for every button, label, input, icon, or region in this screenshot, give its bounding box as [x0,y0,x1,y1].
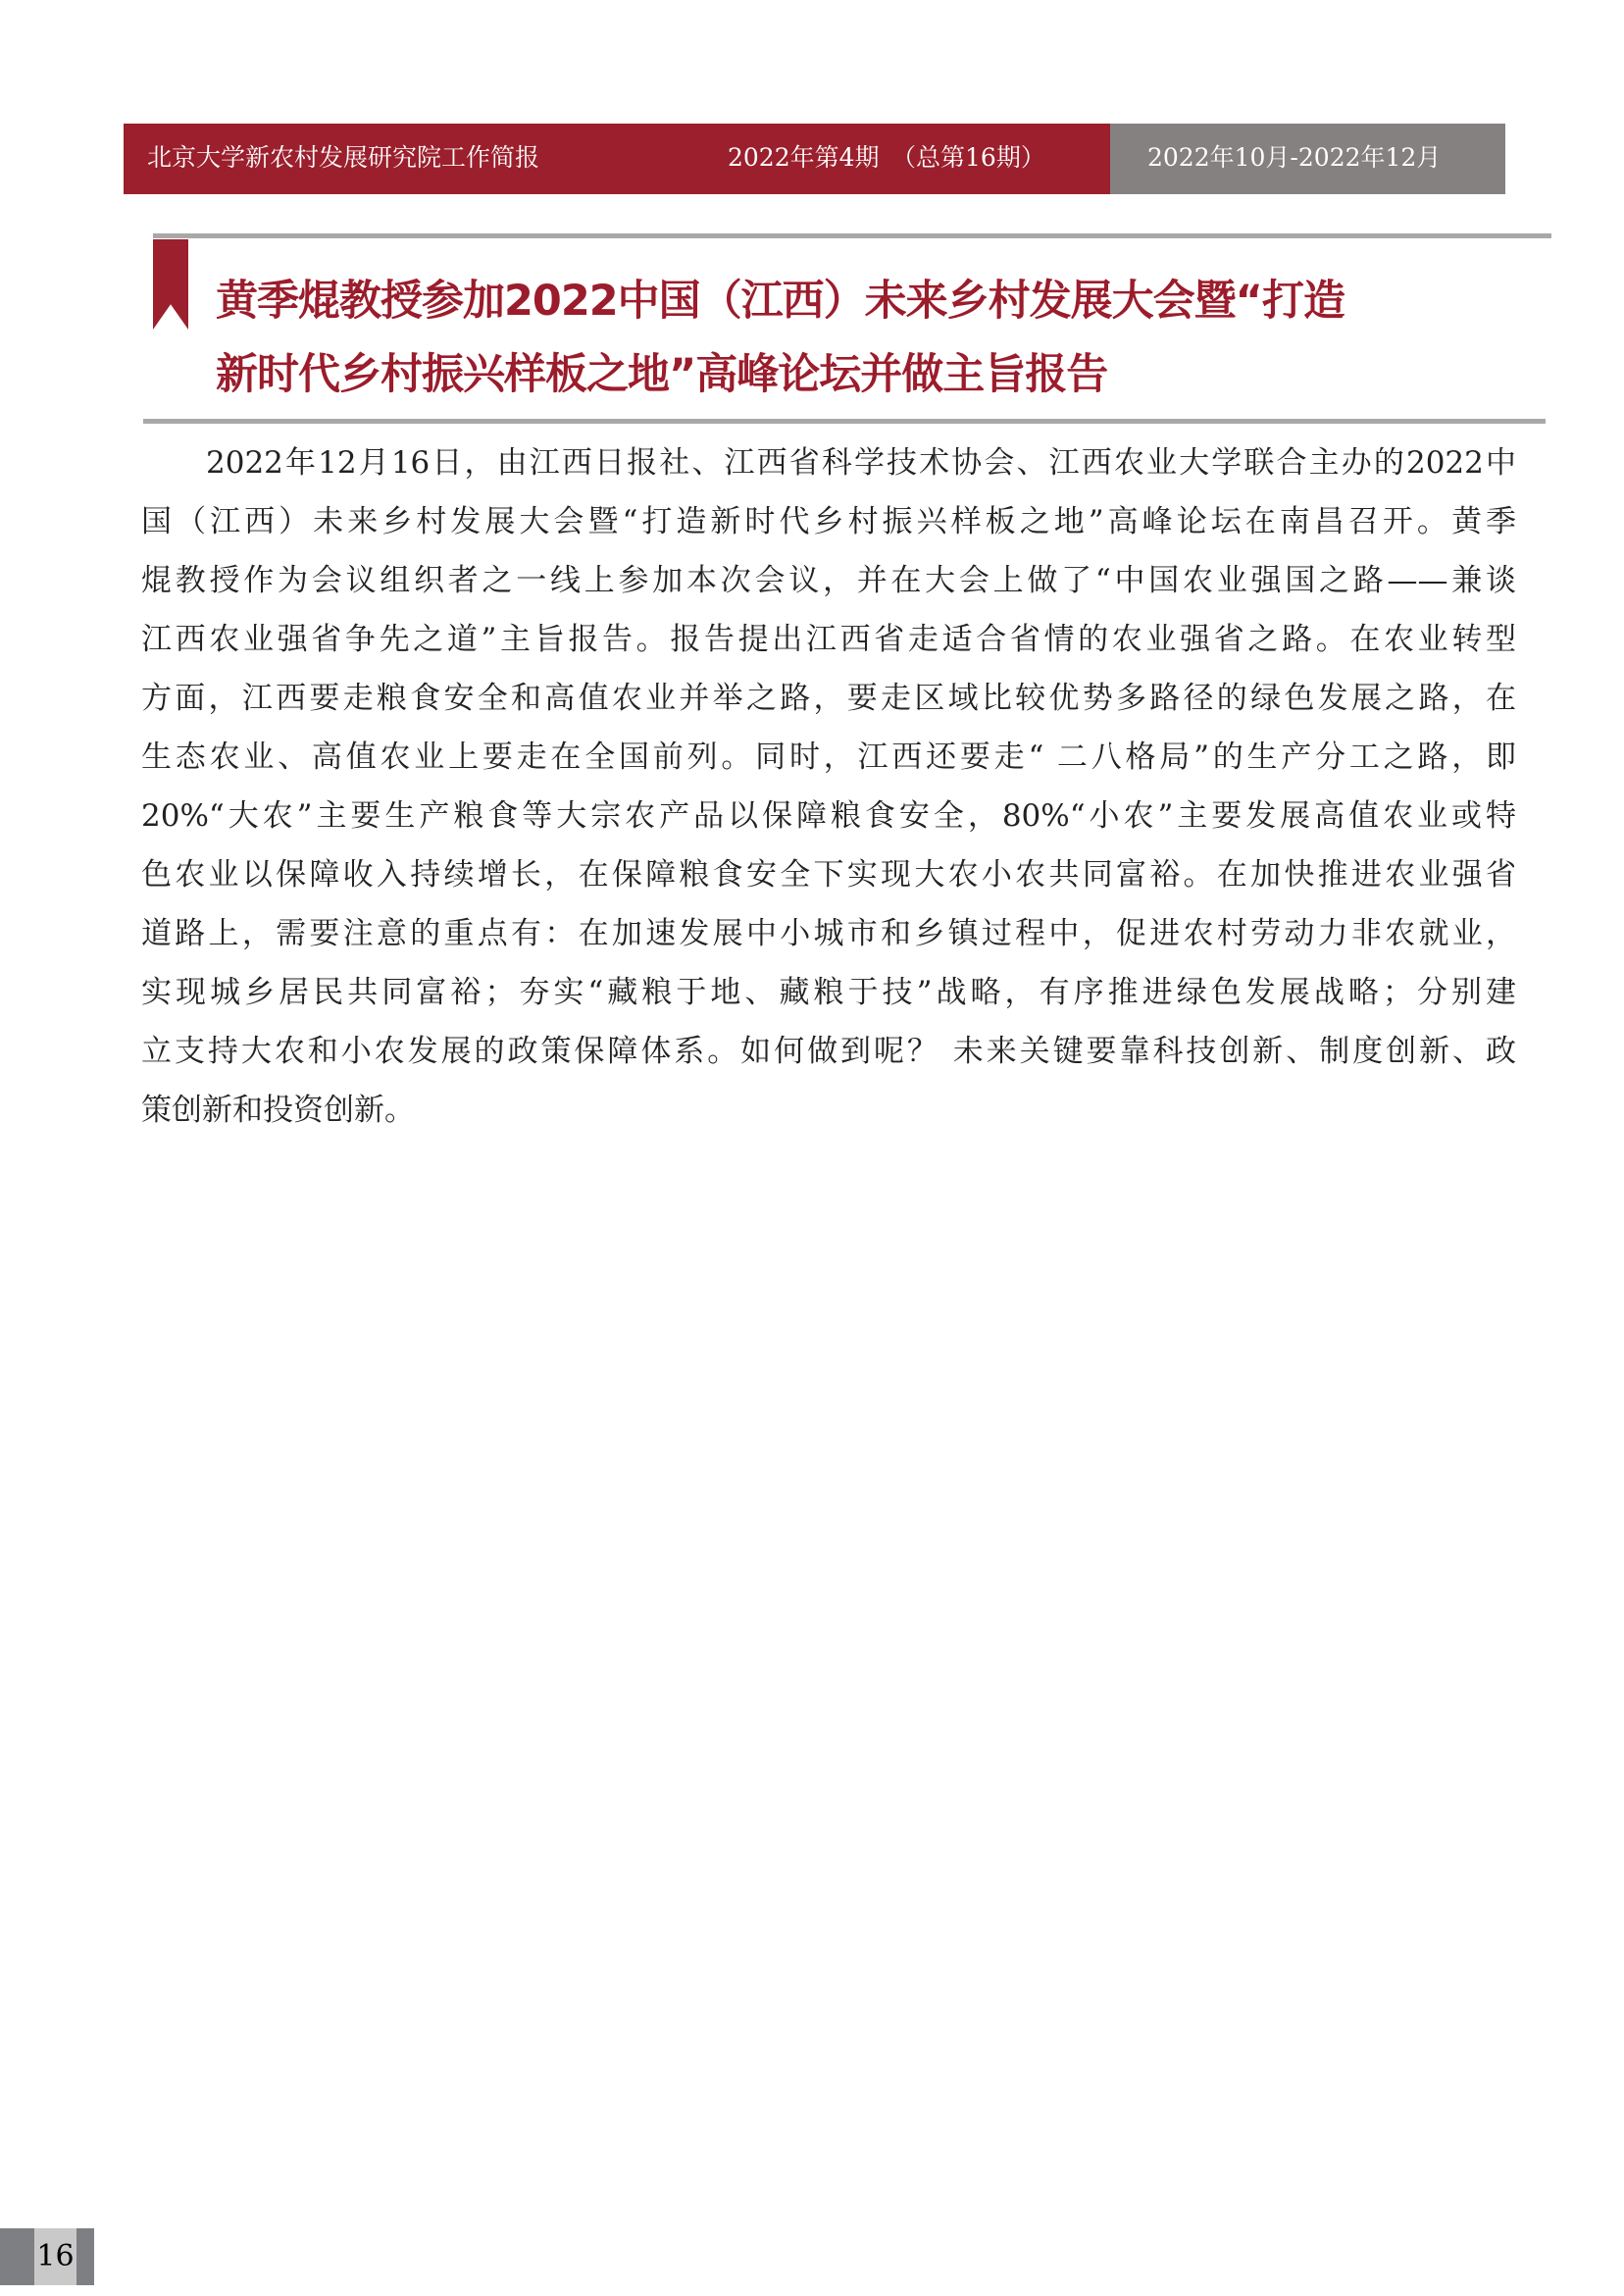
publication-name: 北京大学新农村发展研究院工作简报 [147,143,540,172]
body-line: 江西农业强省争先之道”主旨报告。报告提出江西省走适合省情的农业强省之路。在农业转型 [141,622,1516,657]
issue-period: 2022年10月-2022年12月 [1147,143,1442,172]
article-title-line-1: 黄季焜教授参加2022中国（江西）未来乡村发展大会暨“打造 [216,277,1345,326]
body-line: 20%“大农”主要生产粮食等大宗农产品以保障粮食安全，80%“小农”主要发展高值农业或特 [141,798,1516,834]
issue-number: 2022年第4期 （总第16期） [728,143,1045,172]
body-line: 焜教授作为会议组织者之一线上参加本次会议，并在大会上做了“中国农业强国之路——兼谈 [141,563,1516,598]
body-line: 道路上，需要注意的重点有：在加速发展中小城市和乡镇过程中，促进农村劳动力非农就业， [141,916,1516,951]
bookmark-icon [153,239,188,330]
page-number: 16 [34,2228,76,2285]
article-body [141,434,1516,1140]
body-line: 色农业以保障收入持续增长，在保障粮食安全下实现大农小农共同富裕。在加快推进农业强省 [141,857,1516,893]
body-line: 策创新和投资创新。 [141,1093,415,1128]
body-line: 方面，江西要走粮食安全和高值农业并举之路，要走区域比较优势多路径的绿色发展之路，在 [141,681,1516,716]
body-line: 生态农业、高值农业上要走在全国前列。同时，江西还要走“ 二八格局”的生产分工之路，即 [141,740,1516,775]
title-top-rule [153,233,1551,238]
body-line: 立支持大农和小农发展的政策保障体系。如何做到呢？ 未来关键要靠科技创新、制度创新、政 [141,1034,1516,1069]
header-bar [124,124,1505,194]
body-line: 实现城乡居民共同富裕；夯实“藏粮于地、藏粮于技”战略，有序推进绿色发展战略；分别建 [141,975,1516,1010]
article-title-line-2: 新时代乡村振兴样板之地”高峰论坛并做主旨报告 [216,350,1108,399]
body-line: 国（江西）未来乡村发展大会暨“打造新时代乡村振兴样板之地”高峰论坛在南昌召开。黄季 [141,504,1516,539]
body-line: 2022年12月16日，由江西日报社、江西省科学技术协会、江西农业大学联合主办的2022中 [206,445,1516,481]
title-bottom-rule [143,419,1546,424]
